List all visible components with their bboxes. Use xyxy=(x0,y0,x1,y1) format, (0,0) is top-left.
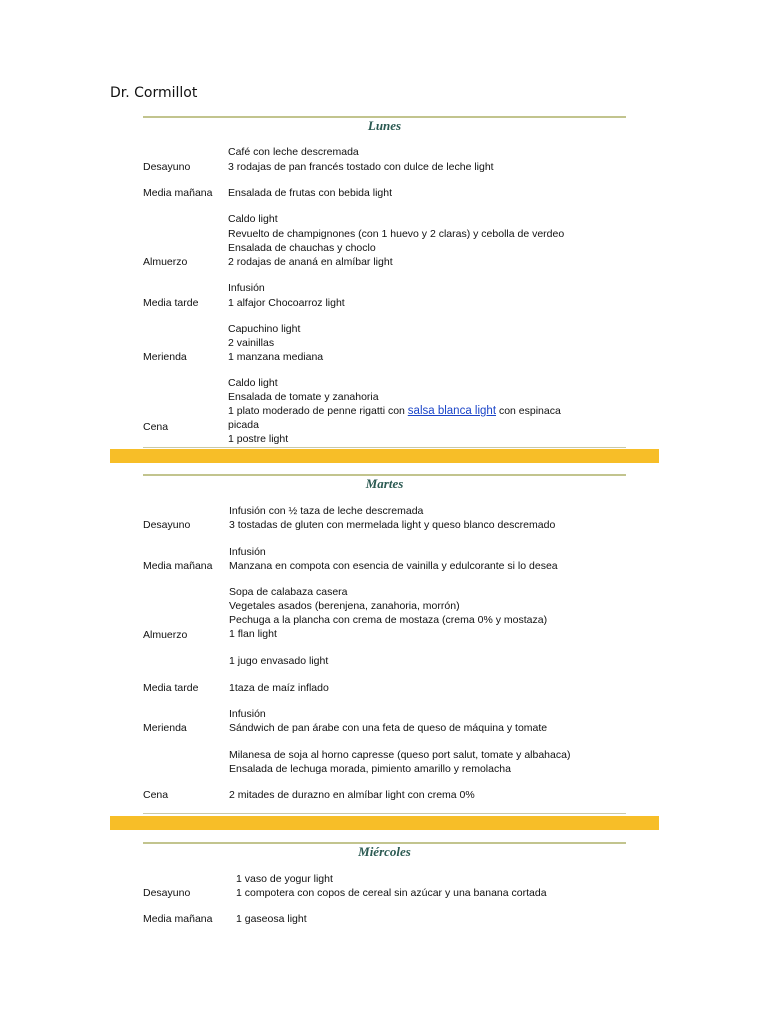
martes-media-manana-line-2: Manzana en compota con esencia de vainilla y edulcorante si lo desea xyxy=(229,560,558,572)
miercoles-media-manana-line-1: 1 gaseosa light xyxy=(236,913,307,925)
section-separator-band xyxy=(110,449,659,463)
lunes-cena-plato-post: con espinaca xyxy=(496,405,561,417)
martes-cena-pre-line-2: Ensalada de lechuga morada, pimiento amarillo y remolacha xyxy=(229,763,511,775)
lunes-almuerzo-line-2: Revuelto de champignones (con 1 huevo y 2 claras) y cebolla de verdeo xyxy=(228,228,565,240)
martes-media-manana-label: Media mañana xyxy=(143,560,213,572)
martes-extra-line-1: 1 jugo envasado light xyxy=(229,655,329,667)
lunes-media-manana-line-1: Ensalada de frutas con bebida light xyxy=(228,187,393,199)
section-rule-bottom xyxy=(143,447,626,448)
lunes-almuerzo-line-4: 2 rodajas de ananá en almíbar light xyxy=(228,256,393,268)
section-separator-band xyxy=(110,816,659,830)
lunes-merienda-line-3: 1 manzana mediana xyxy=(228,351,324,363)
lunes-media-tarde-line-2: 1 alfajor Chocoarroz light xyxy=(228,297,345,309)
martes-cena-line-1: 2 mitades de durazno en almíbar light con crema 0% xyxy=(229,789,475,801)
lunes-desayuno-label: Desayuno xyxy=(143,161,191,173)
lunes-media-tarde-line-1: Infusión xyxy=(228,282,265,294)
martes-almuerzo-label: Almuerzo xyxy=(143,629,188,641)
lunes-cena-line-4: picada xyxy=(228,419,259,431)
miercoles-desayuno-line-2: 1 compotera con copos de cereal sin azúcar y una banana cortada xyxy=(236,887,547,899)
miercoles-desayuno-line-1: 1 vaso de yogur light xyxy=(236,873,333,885)
lunes-cena-line-3 xyxy=(228,404,561,418)
lunes-merienda-line-2: 2 vainillas xyxy=(228,337,275,349)
lunes-almuerzo-label: Almuerzo xyxy=(143,256,188,268)
martes-almuerzo-line-3: Pechuga a la plancha con crema de mostaza (crema 0% y mostaza) xyxy=(229,614,548,626)
martes-cena-pre-line-1: Milanesa de soja al horno capresse (queso port salut, tomate y albahaca) xyxy=(229,749,571,761)
martes-media-tarde-line-1: 1taza de maíz inflado xyxy=(229,682,329,694)
martes-merienda-line-1: Infusión xyxy=(229,708,266,720)
martes-desayuno-line-2: 3 tostadas de gluten con mermelada light y queso blanco descremado xyxy=(229,519,556,531)
lunes-desayuno-line-2: 3 rodajas de pan francés tostado con dulce de leche light xyxy=(228,161,494,173)
section-rule-bottom xyxy=(143,813,626,814)
day-title-lunes: Lunes xyxy=(367,118,402,133)
lunes-cena-plato-pre: 1 plato moderado de penne rigatti con xyxy=(228,405,408,417)
lunes-merienda-line-1: Capuchino light xyxy=(228,323,301,335)
martes-media-tarde-label: Media tarde xyxy=(143,682,199,694)
miercoles-media-manana-label: Media mañana xyxy=(143,913,213,925)
martes-desayuno-label: Desayuno xyxy=(143,519,191,531)
lunes-media-tarde-label: Media tarde xyxy=(143,297,199,309)
martes-cena-label: Cena xyxy=(143,789,169,801)
martes-almuerzo-line-4: 1 flan light xyxy=(229,628,277,640)
lunes-media-manana-label: Media mañana xyxy=(143,187,213,199)
martes-almuerzo-line-2: Vegetales asados (berenjena, zanahoria, morrón) xyxy=(229,600,460,612)
day-title-martes: Martes xyxy=(365,476,404,491)
martes-desayuno-line-1: Infusión con ½ taza de leche descremada xyxy=(229,505,424,517)
martes-almuerzo-line-1: Sopa de calabaza casera xyxy=(229,586,348,598)
lunes-merienda-label: Merienda xyxy=(143,351,187,363)
lunes-desayuno-line-1: Café con leche descremada xyxy=(228,146,359,158)
lunes-cena-line-5: 1 postre light xyxy=(228,433,289,445)
martes-merienda-line-2: Sándwich de pan árabe con una feta de queso de máquina y tomate xyxy=(229,722,548,734)
lunes-almuerzo-line-3: Ensalada de chauchas y choclo xyxy=(228,242,376,254)
salsa-blanca-link[interactable]: salsa blanca light xyxy=(407,405,497,417)
lunes-almuerzo-line-1: Caldo light xyxy=(228,213,278,225)
lunes-cena-line-1: Caldo light xyxy=(228,377,278,389)
lunes-cena-line-2: Ensalada de tomate y zanahoria xyxy=(228,391,379,403)
lunes-cena-label: Cena xyxy=(143,421,169,433)
martes-media-manana-line-1: Infusión xyxy=(229,546,266,558)
miercoles-desayuno-label: Desayuno xyxy=(143,887,191,899)
martes-merienda-label: Merienda xyxy=(143,722,187,734)
document-title: Dr. Cormillot xyxy=(110,85,198,101)
day-title-miercoles: Miércoles xyxy=(358,844,411,859)
